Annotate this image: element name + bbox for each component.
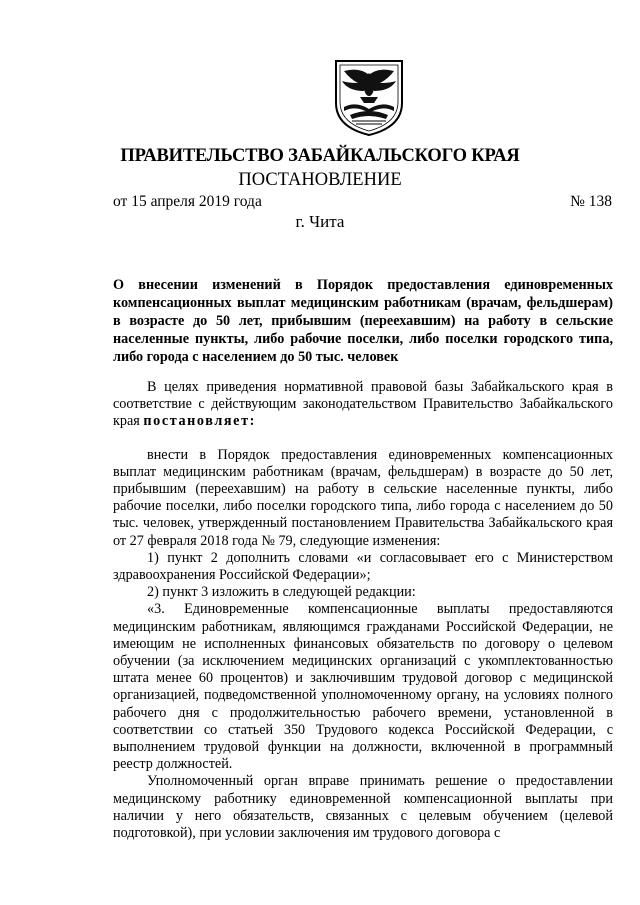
coat-of-arms-icon xyxy=(330,57,408,137)
government-name: ПРАВИТЕЛЬСТВО ЗАБАЙКАЛЬСКОГО КРАЯ xyxy=(120,146,520,166)
document-number: № 138 xyxy=(570,193,612,210)
body-paragraph: внести в Порядок предоставления единовременных компенсационных выплат медицинским работникам (врачам, фельдшерам) в возрасте до 50 лет, прибывшим (переехавшим) на работу в сельские населенные пункты, либо рабочие поселки, либо поселки городского типа, либо города с населением до 50 тыс. человек, утвержденный постановлением Правительства Забайкальского края от 27 февраля 2018 года № 79, следующие изменения: xyxy=(113,446,613,549)
document-type: ПОСТАНОВЛЕНИЕ xyxy=(238,170,402,190)
body-paragraph: «3. Единовременные компенсационные выплаты предоставляются медицинским работникам, являющимся гражданами Российской Федерации, не имеющим не исполненных финансовых обязательств по договору о целевом обучении (за исключением медицинских организаций с укомплектованностью штата менее 60 процентов) и заключившим трудовой договор с медицинской организацией, подведомственной уполномоченному органу, на условиях полного рабочего дня с продолжительностью рабочего времени, установленной в соответствии со статьей 350 Трудового кодекса Российской Федерации, с выполнением трудовой функции на должности, включенной в программный реестр должностей. xyxy=(113,601,613,773)
body-paragraph: 1) пункт 2 дополнить словами «и согласовывает его с Министерством здравоохранения Российской Федерации»; xyxy=(113,549,613,584)
document-body xyxy=(113,379,613,842)
resolves-word: постановляет: xyxy=(143,413,256,430)
preamble-text: В целях приведения нормативной правовой базы Забайкальского края в соответствие с действующим законодательством Правительство Забайкальского края xyxy=(113,379,613,430)
preamble-paragraph xyxy=(113,379,613,431)
document-date: от 15 апреля 2019 года xyxy=(113,193,262,210)
body-paragraph: 2) пункт 3 изложить в следующей редакции: xyxy=(147,584,416,601)
body-paragraph: Уполномоченный орган вправе принимать решение о предоставлении медицинскому работнику единовременной компенсационной выплаты при наличии у него обязательств, связанных с целевым обучением (целевой подготовкой), при условии заключения им трудового договора с xyxy=(113,773,613,842)
document-heading: О внесении изменений в Порядок предоставления единовременных компенсационных выплат медицинским работникам (врачам, фельдшерам) в возрасте до 50 лет, прибывшим (переехавшим) на работу в сельские населенные пункты, либо рабочие поселки, либо поселки городского типа, либо города с населением до 50 тыс. человек xyxy=(113,277,613,365)
document-city: г. Чита xyxy=(295,212,345,231)
